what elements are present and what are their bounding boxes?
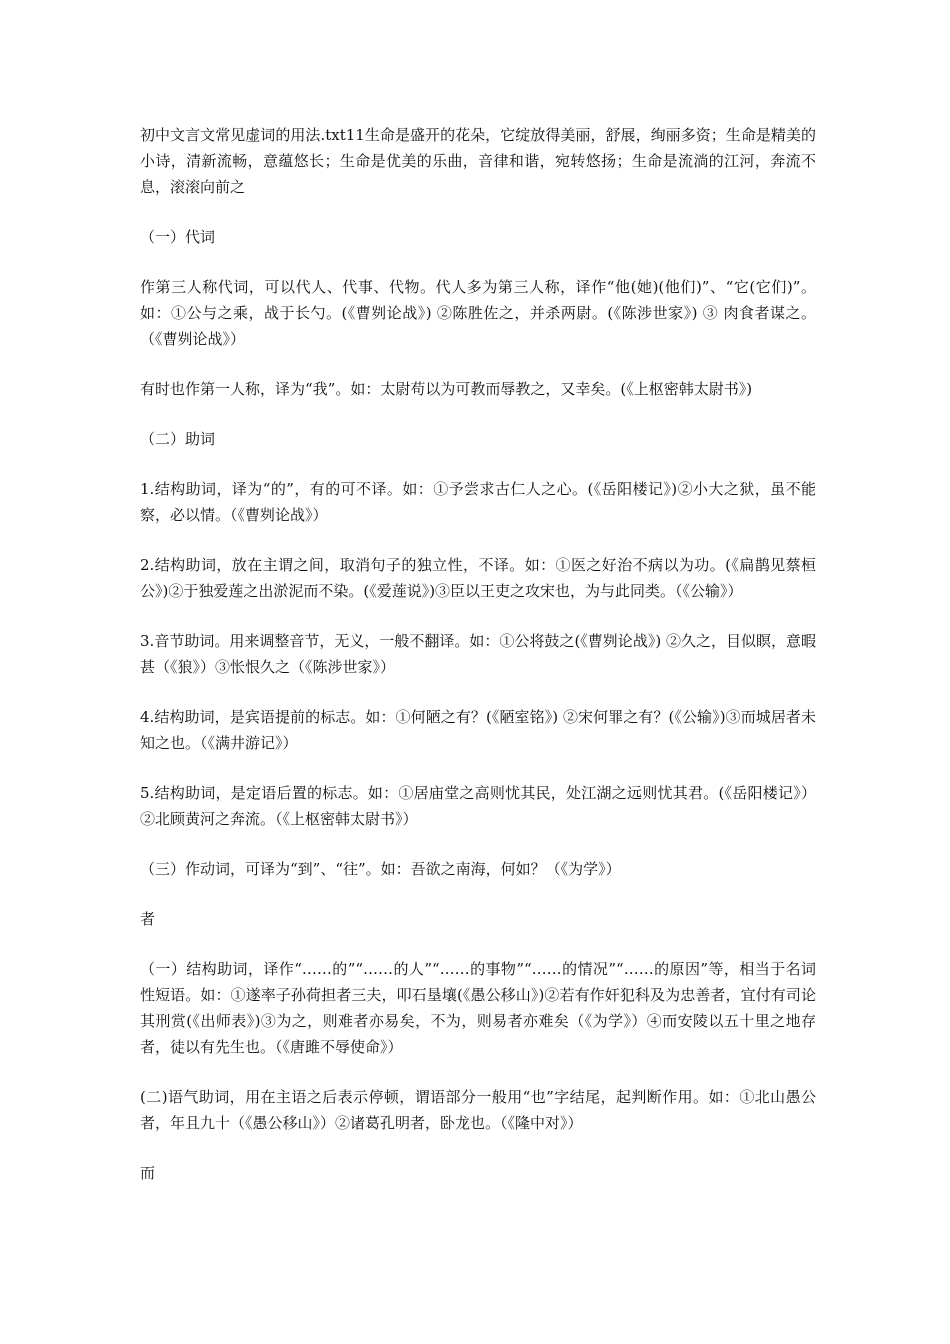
pronoun-paragraph-third-person: 作第三人称代词，可以代人、代事、代物。代人多为第三人称，译作“他(她)(他们)”、“它(它们)”。如：①公与之乘，战于长勺。(《曹刿论战》) ②陈胜佐之，并杀两尉。(《陈涉世家》) ③ 肉食者谋之。（《曹刿论战》） bbox=[140, 278, 816, 348]
word-heading-er: 而 bbox=[140, 1164, 156, 1182]
zhe-paragraph-structural: （一）结构助词，译作“……的”“……的人”“……的事物”“……的情况”“……的原因”等，相当于名词性短语。如：①遂率子孙荷担者三夫，叩石垦壤(《愚公移山》)②若有作奸犯科及为忠善者，宜付有司论其刑赏(《出师表》)③为之，则难者亦易矣，不为，则易者亦难矣（《为学》）④而安陵以五十里之地存者，徒以有先生也。（《唐雎不辱使命》） bbox=[140, 960, 816, 1056]
section-heading-particle: （二）助词 bbox=[140, 430, 216, 448]
pronoun-paragraph-first-person: 有时也作第一人称，译为“我”。如：太尉苟以为可教而辱教之，又幸矣。(《上枢密韩太尉书》) bbox=[140, 380, 753, 398]
word-heading-zhe: 者 bbox=[140, 910, 156, 928]
section-heading-verb: （三）作动词，可译为“到”、“往”。如：吾欲之南海，何如？（《为学》） bbox=[140, 860, 621, 878]
particle-item-5: 5.结构助词，是定语后置的标志。如：①居庙堂之高则忧其民，处江湖之远则忧其君。(《岳阳楼记》） ②北顾黄河之奔流。（《上枢密韩太尉书》） bbox=[140, 784, 816, 828]
particle-item-4: 4.结构助词，是宾语提前的标志。如：①何陋之有？(《陋室铭》) ②宋何罪之有？(《公输》)③而城居者未知之也。（《满井游记》） bbox=[140, 708, 816, 752]
particle-item-1: 1.结构助词，译为“的”，有的可不译。如：①予尝求古仁人之心。(《岳阳楼记》)②小大之狱，虽不能察，必以情。（《曹刿论战》） bbox=[140, 480, 816, 524]
particle-item-3: 3.音节助词。用来调整音节，无义，一般不翻译。如：①公将鼓之(《曹刿论战》) ②久之，目似瞑，意暇甚（《狼》）③怅恨久之（《陈涉世家》） bbox=[140, 632, 816, 676]
zhe-paragraph-modal: (二)语气助词，用在主语之后表示停顿，谓语部分一般用“也”字结尾，起判断作用。如：①北山愚公者，年且九十（《愚公移山》）②诸葛孔明者，卧龙也。（《隆中对》） bbox=[140, 1088, 816, 1132]
document-body bbox=[140, 122, 816, 1210]
section-heading-pronoun: （一）代词 bbox=[140, 228, 216, 246]
particle-item-2: 2.结构助词，放在主谓之间，取消句子的独立性，不译。如：①医之好治不病以为功。(《扁鹊见蔡桓公》)②于独爱莲之出淤泥而不染。(《爱莲说》)③臣以王吏之攻宋也，为与此同类。（《公输》） bbox=[140, 556, 816, 600]
intro-paragraph: 初中文言文常见虚词的用法.txt11生命是盛开的花朵，它绽放得美丽，舒展，绚丽多资；生命是精美的小诗，清新流畅，意蕴悠长；生命是优美的乐曲，音律和谐，宛转悠扬；生命是流淌的江河，奔流不息，滚滚向前之 bbox=[140, 126, 816, 196]
